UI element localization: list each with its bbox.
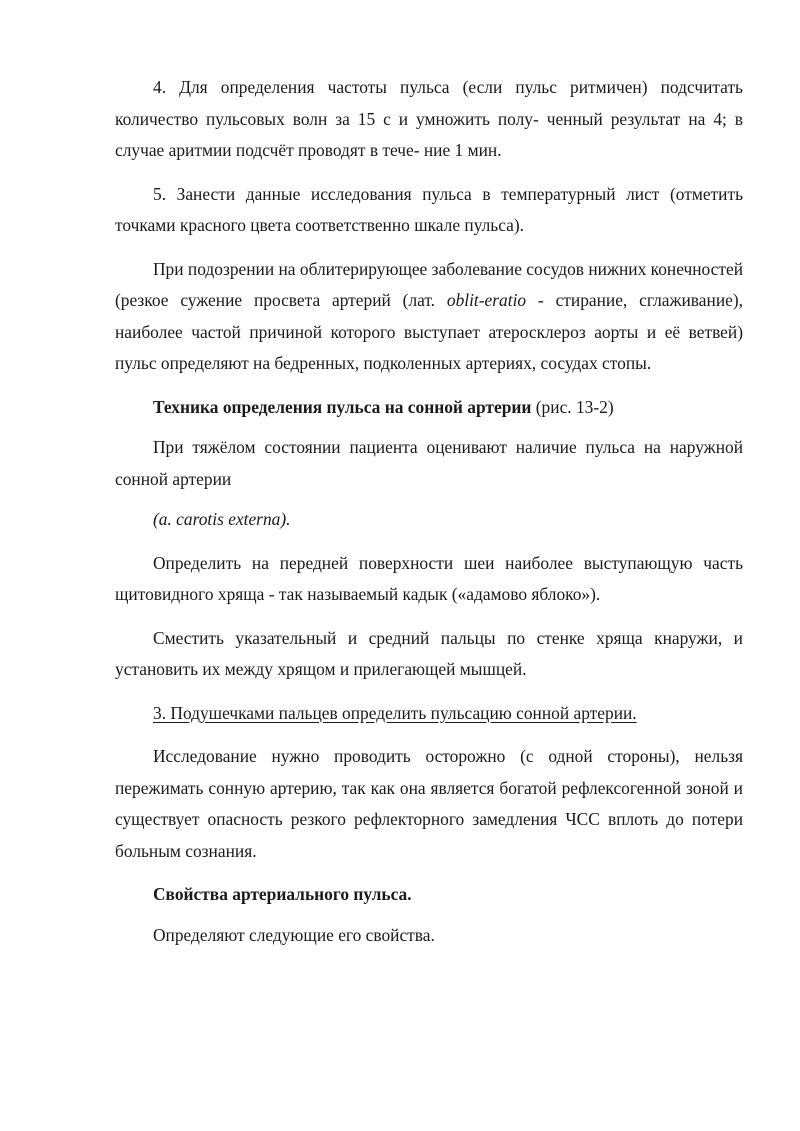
paragraph-caution: Исследование нужно проводить осторожно (с одной стороны), нельзя пережимать сонную артерию, так как она является богатой рефлексогенной зоной и существует опасность резкого рефлекторного замедления ЧСС вплоть до потери больным сознания.	[115, 746, 743, 861]
paragraph-obliterating-disease	[115, 254, 743, 380]
latin-term-carotis-externa: (a. carotis externa).	[153, 509, 291, 529]
paragraph-palpate-carotid	[115, 698, 743, 730]
paragraph-thyroid-cartilage: Определить на передней поверхности шеи наиболее выступающую часть щитовидного хряща - так называемый кадык («адамово яблоко»).	[115, 552, 743, 604]
paragraph-properties-intro: Определяют следующие его свойства.	[153, 924, 435, 945]
paragraph-finger-placement: Сместить указательный и средний пальцы по стенке хряща кнаружи, и установить их между хрящом и прилегающей мышцей.	[115, 627, 743, 679]
obliterating-text-start: При подозрении на облитерирующее заболевание сосудов нижних конечностей (резкое сужение просвета артерий (лат.	[115, 258, 744, 310]
obliterating-text-end: - стирание, сглаживание), наиболее частой причиной которого выступает атеросклероз аорты и её ветвей) пульс определяют на бедренных, подколенных артериях, сосудах стопы.	[115, 290, 743, 373]
paragraph-pulse-rate: 4. Для определения частоты пульса (если пульс ритмичен) подсчитать количество пульсовых волн за 15 с и умножить полу- ченный результат на 4; в случае аритмии подсчёт проводят в тече- ние 1 мин.	[115, 77, 743, 160]
heading-carotid-technique-bold: Техника определения пульса на сонной артерии	[153, 396, 532, 417]
latin-term-obliteratio: oblit-eratio	[446, 290, 527, 310]
paragraph-temperature-sheet: 5. Занести данные исследования пульса в температурный лист (отметить точками красного цвета соответственно шкале пульса).	[115, 183, 743, 235]
heading-carotid-figure-ref: (рис. 13-2)	[531, 396, 614, 417]
heading-pulse-properties: Свойства артериального пульса.	[153, 884, 412, 904]
underlined-step-3: 3. Подушечками пальцев определить пульсацию сонной артерии.	[153, 702, 637, 723]
document-page	[115, 72, 743, 951]
heading-carotid-technique	[115, 392, 743, 424]
paragraph-severe-condition: При тяжёлом состоянии пациента оценивают наличие пульса на наружной сонной артерии	[115, 437, 743, 489]
